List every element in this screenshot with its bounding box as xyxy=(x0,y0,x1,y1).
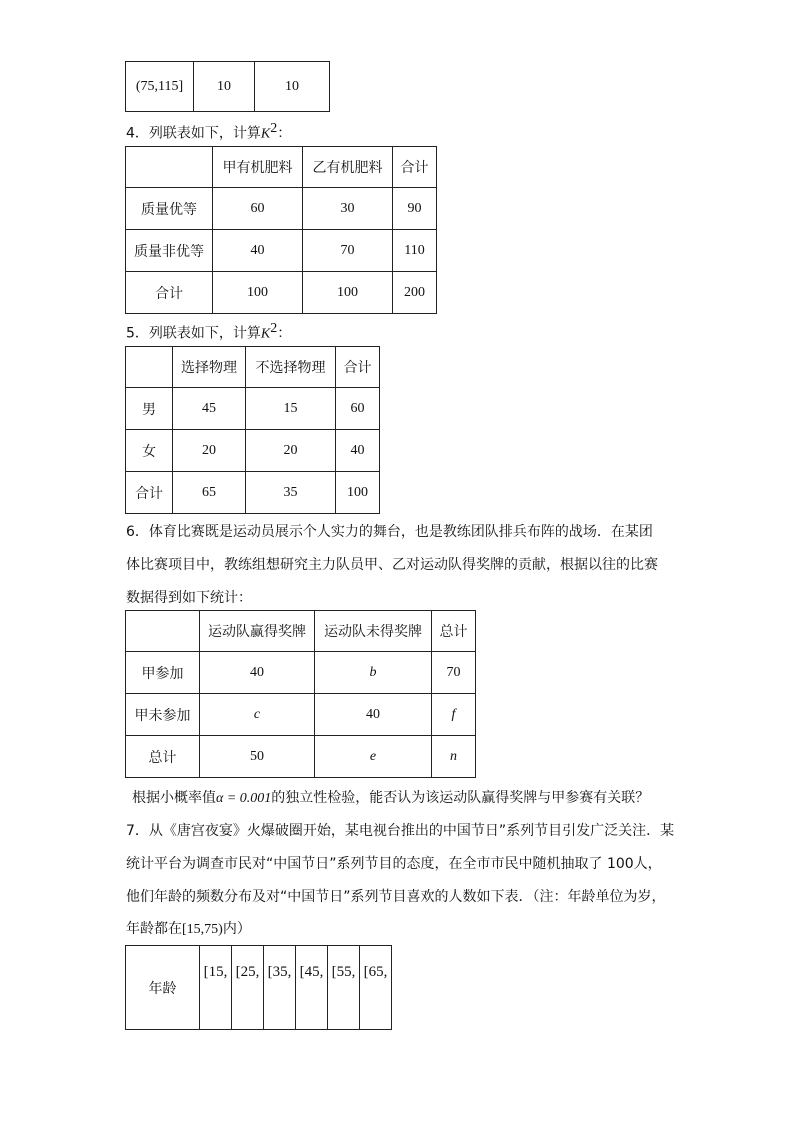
q7-line-4 xyxy=(126,918,251,938)
q5-var: K xyxy=(260,326,271,342)
age-bin-cell: [35, xyxy=(264,946,296,1030)
count-cell: 10 xyxy=(194,62,255,112)
header-cell: 总计 xyxy=(432,611,476,652)
row-label: 甲参加 xyxy=(126,652,200,694)
q5-colon: ： xyxy=(277,325,292,342)
q4-var: K xyxy=(260,126,271,142)
header-cell: 运动队未得奖牌 xyxy=(315,611,432,652)
table-cell: 40 xyxy=(336,430,380,472)
q7-line-2: 统计平台为调查市民对“中国节日”系列节目的态度，在全市市民中随机抽取了 100人， xyxy=(126,856,662,872)
row-label: 合计 xyxy=(126,272,213,314)
table-cell: n xyxy=(432,736,476,778)
table-cell: 40 xyxy=(200,652,315,694)
table-cell: f xyxy=(432,694,476,736)
row-label: 合计 xyxy=(126,472,173,514)
table-cell: 65 xyxy=(173,472,246,514)
table-cell: c xyxy=(200,694,315,736)
interval-table xyxy=(125,61,330,112)
table-cell: 70 xyxy=(432,652,476,694)
age-range: [15,75) xyxy=(182,922,223,937)
q7-line-4-pre: 年龄都在 xyxy=(126,921,182,937)
table-cell: b xyxy=(315,652,432,694)
header-cell: 乙有机肥料 xyxy=(303,147,393,188)
table-cell: 100 xyxy=(336,472,380,514)
row-label: 总计 xyxy=(126,736,200,778)
row-label: 年龄 xyxy=(126,946,200,1030)
table-cell: 110 xyxy=(393,230,437,272)
age-bin-cell: [45, xyxy=(296,946,328,1030)
q5-text: 5．列联表如下，计算 xyxy=(126,325,261,342)
q7-table xyxy=(125,945,392,1030)
table-cell: 35 xyxy=(246,472,336,514)
q6-line-3: 数据得到如下统计： xyxy=(126,590,252,606)
header-cell: 不选择物理 xyxy=(246,347,336,388)
table-cell: 40 xyxy=(315,694,432,736)
header-cell xyxy=(126,347,173,388)
row-label: 男 xyxy=(126,388,173,430)
header-cell: 甲有机肥料 xyxy=(213,147,303,188)
header-cell: 选择物理 xyxy=(173,347,246,388)
table-cell: 45 xyxy=(173,388,246,430)
table-cell: 60 xyxy=(213,188,303,230)
table-cell: 15 xyxy=(246,388,336,430)
q6-question-pre: 根据小概率值 xyxy=(132,790,216,806)
header-cell: 运动队赢得奖牌 xyxy=(200,611,315,652)
age-bin-cell: [25, xyxy=(232,946,264,1030)
q6-question xyxy=(132,787,649,807)
q5-exp: 2 xyxy=(270,321,278,336)
q4-text: 4．列联表如下，计算 xyxy=(126,125,261,142)
table-cell: 90 xyxy=(393,188,437,230)
q4-colon: ： xyxy=(277,125,292,142)
table-cell: 200 xyxy=(393,272,437,314)
q6-line-1: 6．体育比赛既是运动员展示个人实力的舞台，也是教练团队排兵布阵的战场．在某团 xyxy=(126,524,653,540)
table-cell: 20 xyxy=(173,430,246,472)
row-label: 质量优等 xyxy=(126,188,213,230)
interval-cell: (75,115] xyxy=(126,62,194,112)
q4-prompt xyxy=(126,121,291,143)
header-cell xyxy=(126,147,213,188)
table-cell: e xyxy=(315,736,432,778)
row-label: 甲未参加 xyxy=(126,694,200,736)
q5-table xyxy=(125,346,380,514)
table-cell: 100 xyxy=(213,272,303,314)
age-bin-cell: [55, xyxy=(328,946,360,1030)
row-label: 女 xyxy=(126,430,173,472)
table-cell: 40 xyxy=(213,230,303,272)
q4-exp: 2 xyxy=(270,121,278,136)
count-cell: 10 xyxy=(255,62,330,112)
header-cell xyxy=(126,611,200,652)
q5-prompt xyxy=(126,321,291,343)
header-cell: 合计 xyxy=(393,147,437,188)
table-cell: 70 xyxy=(303,230,393,272)
table-cell: 20 xyxy=(246,430,336,472)
table-cell: 50 xyxy=(200,736,315,778)
q6-table xyxy=(125,610,476,778)
table-cell: 30 xyxy=(303,188,393,230)
q7-line-1: 7．从《唐宫夜宴》火爆破圈开始，某电视台推出的中国节日”系列节目引发广泛关注．某 xyxy=(126,823,675,839)
age-bin-cell: [65, xyxy=(360,946,392,1030)
alpha-value: α = 0.001 xyxy=(216,791,272,806)
row-label: 质量非优等 xyxy=(126,230,213,272)
q7-line-3: 他们年龄的频数分布及对“中国节日”系列节目喜欢的人数如下表．（注：年龄单位为岁， xyxy=(126,889,666,905)
header-cell: 合计 xyxy=(336,347,380,388)
q4-table xyxy=(125,146,437,314)
table-cell: 100 xyxy=(303,272,393,314)
age-bin-cell: [15, xyxy=(200,946,232,1030)
q6-line-2: 体比赛项目中，教练组想研究主力队员甲、乙对运动队得奖牌的贡献，根据以往的比赛 xyxy=(126,557,658,573)
q6-question-post: 的独立性检验，能否认为该运动队赢得奖牌与甲参赛有关联？ xyxy=(271,790,650,806)
table-cell: 60 xyxy=(336,388,380,430)
q7-line-4-post: 内） xyxy=(222,921,251,937)
